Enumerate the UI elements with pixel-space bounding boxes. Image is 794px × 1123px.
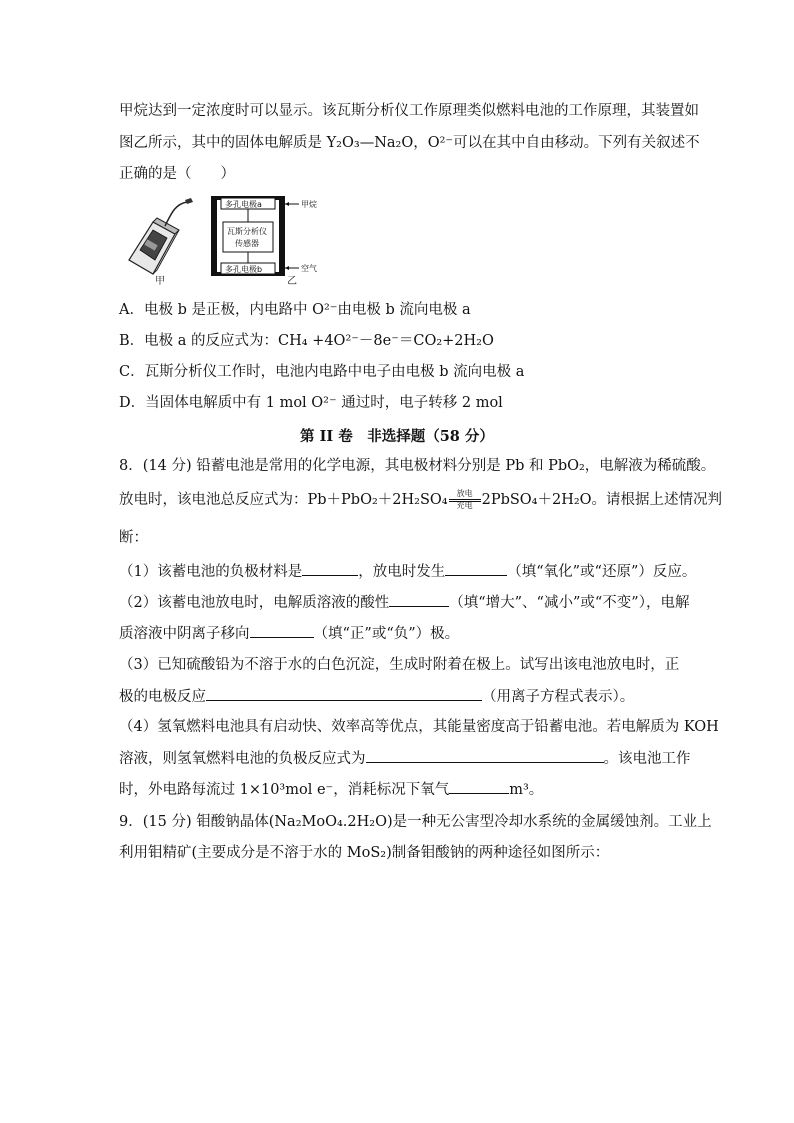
answer-blank[interactable]	[389, 592, 449, 607]
electrode-a-label: 多孔电极a	[225, 200, 262, 209]
answer-blank[interactable]	[302, 561, 358, 576]
q8-sub-3-text-c: （用离子方程式表示）。	[482, 689, 635, 705]
gas-analyzer-diagram	[119, 194, 339, 286]
sensor-label-1: 瓦斯分析仪	[227, 227, 267, 236]
q8-sub-4: （4）氢氧燃料电池具有启动快、效率高等优点，其能量密度高于铅蓄电池。若电解质为 KOH	[119, 719, 719, 735]
q8-sub-3-text-b: 极的电极反应	[119, 689, 206, 705]
q8-sub-1-text-c: （填“氧化”或“还原”）反应。	[507, 564, 697, 580]
option-d: D．当固体电解质中有 1 mol O²⁻ 通过时，电子转移 2 mol	[119, 395, 503, 411]
q8-sub-4-text-b: 溶液，则氢氧燃料电池的负极反应式为	[119, 751, 366, 767]
methane-label: 甲烷	[301, 200, 317, 209]
arrow-top-label: 放电	[456, 489, 473, 498]
q8-sub-1-text-a: （1）该蓄电池的负极材料是	[119, 564, 303, 580]
answer-blank[interactable]	[206, 686, 482, 701]
q8-sub-2-text-a: （2）该蓄电池放电时，电解质溶液的酸性	[119, 595, 390, 611]
q9-line-2: 利用钼精矿(主要成分是不溶于水的 MoS₂)制备钼酸钠的两种途径如图所示：	[119, 845, 610, 861]
q8-sub-4-text-c: 。该电池工作	[603, 751, 691, 767]
label-yi: 乙	[287, 276, 297, 286]
reversible-arrow	[448, 490, 482, 510]
q8-sub-1-text-b: ，放电时发生	[358, 564, 446, 580]
air-label: 空气	[301, 264, 317, 273]
option-c: C．瓦斯分析仪工作时，电池内电路中电子由电极 b 流向电极 a	[119, 364, 525, 380]
q8-sub-3-cont	[119, 686, 634, 707]
q8-line-2	[119, 490, 722, 510]
q8-line-1: 8．(14 分) 铅蓄电池是常用的化学电源，其电极材料分别是 Pb 和 PbO₂，电解液为稀硫酸。	[119, 458, 716, 474]
arrow-bottom-label: 充电	[456, 501, 473, 510]
q9-line-1: 9．(15 分) 钼酸钠晶体(Na₂MoO₄.2H₂O)是一种无公害型冷却水系统的金属缓蚀剂。工业上	[119, 814, 712, 830]
section-title: 第 II 卷 非选择题（58 分）	[300, 428, 494, 445]
label-jia: 甲	[155, 276, 165, 286]
gas-analyzer-figure	[119, 194, 339, 286]
answer-blank[interactable]	[366, 748, 604, 763]
q8-sub-1	[119, 561, 696, 582]
q8-sub-4-cont-2	[119, 779, 543, 800]
q8-sub-4-text-e: m³。	[509, 782, 544, 798]
sensor-label-2: 传感器	[235, 239, 259, 248]
q8-equation-right: 2PbSO₄＋2H₂O。请根据上述情况判	[481, 492, 723, 508]
q8-sub-2-text-b: （填“增大”、“减小”或“不变”），电解	[449, 595, 690, 611]
option-b: B．电极 a 的反应式为：CH₄ +4O²⁻－8e⁻＝CO₂+2H₂O	[119, 333, 494, 349]
q8-sub-3: （3）已知硫酸铅为不溶于水的白色沉淀，生成时附着在极上。试写出该电池放电时，正	[119, 657, 680, 673]
q8-sub-4-text-d: 时，外电路每流过 1×10³mol e⁻，消耗标况下氧气	[119, 782, 450, 798]
option-a: A．电极 b 是正极，内电路中 O²⁻由电极 b 流向电极 a	[119, 302, 471, 318]
q8-sub-2	[119, 592, 689, 613]
intro-line-1: 甲烷达到一定浓度时可以显示。该瓦斯分析仪工作原理类似燃料电池的工作原理，其装置如	[119, 103, 699, 119]
answer-blank[interactable]	[449, 779, 509, 794]
q8-sub-2-text-c: 质溶液中阴离子移向	[119, 626, 250, 642]
q8-line-3: 断：	[119, 530, 148, 546]
q8-sub-2-cont	[119, 623, 459, 644]
answer-blank[interactable]	[250, 623, 314, 638]
electrode-b-label: 多孔电极b	[225, 265, 263, 274]
answer-blank[interactable]	[445, 561, 507, 576]
q8-equation-left: 放电时，该电池总反应式为：Pb＋PbO₂＋2H₂SO₄	[119, 492, 448, 508]
handheld-analyzer-illustration	[129, 198, 193, 274]
intro-line-3: 正确的是（ ）	[119, 166, 235, 182]
q8-sub-4-cont	[119, 748, 691, 769]
intro-line-2: 图乙所示，其中的固体电解质是 Y₂O₃—Na₂O，O²⁻可以在其中自由移动。下列有关叙述不	[119, 135, 700, 151]
q8-sub-2-text-d: （填“正”或“负”）极。	[313, 626, 460, 642]
